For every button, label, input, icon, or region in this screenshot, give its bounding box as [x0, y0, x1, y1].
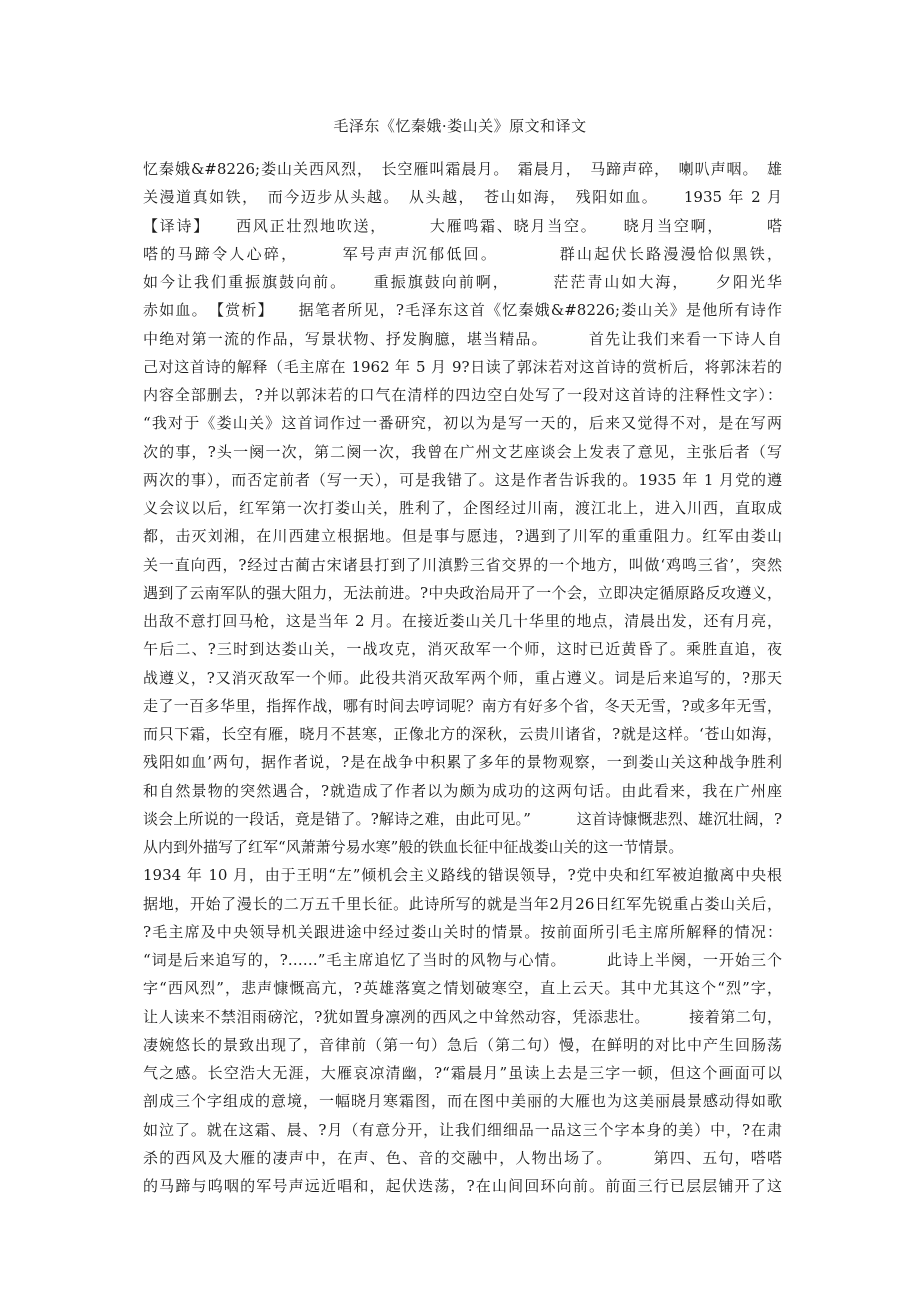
- text-line: 据地，开始了漫长的二万五千里长征。此诗所写的就是当年2月26日红军先锐重占娄山关后，: [143, 894, 782, 913]
- text-line: “词是后来追写的，?……”毛主席追忆了当时的风物与心情。 此诗上半阕，一开始三个: [143, 951, 782, 969]
- text-line: 义会议以后，红军第一次打娄山关，胜利了，企图经过川南，渡江北上，进入川西，直取成: [143, 499, 782, 517]
- text-line: 字“西风烈”，悲声慷慨高亢，?英雄落寞之情划破寒空，直上云天。其中尤其这个“烈”字，: [143, 979, 782, 998]
- document-body: [143, 155, 782, 1200]
- text-line: 两次的事），而否定前者（写一天），可是我错了。这是作者告诉我的。1935 年 1 月党的遵: [143, 470, 782, 489]
- text-line: 忆秦娥&#8226;娄山关西风烈， 长空雁叫霜晨月。 霜晨月， 马蹄声碎， 喇叭声咽。 雄: [143, 160, 782, 178]
- text-line: 谈会上所说的一段话，竟是错了。?解诗之难，由此可见。” 这首诗慷慨悲烈、雄沉壮阔，?: [143, 809, 782, 828]
- text-line: 都，击灭刘湘，在川西建立根据地。但是事与愿违，?遇到了川军的重重阻力。红军由娄山: [143, 527, 782, 546]
- text-line: 如今让我们重振旗鼓向前。 重振旗鼓向前啊， 茫茫青山如大海， 夕阳光华: [143, 273, 782, 291]
- text-line: 和自然景物的突然遇合，?就造成了作者以为颇为成功的这两句话。由此看来，我在广州座: [143, 781, 782, 800]
- text-line: 赤如血。 【赏析】 据笔者所见，?毛泽东这首《忆秦娥&#8226;娄山关》是他所有诗作: [143, 301, 782, 320]
- text-line: 残阳如血’两句，据作者说，?是在战争中积累了多年的景物观察，一到娄山关这种战争胜利: [143, 753, 782, 772]
- text-line: 而只下霜，长空有雁，晓月不甚寒，正像北方的深秋，云贵川诸省，?就是这样。‘苍山如海，: [143, 725, 782, 743]
- text-line: 关漫道真如铁， 而今迈步从头越。 从头越， 苍山如海， 残阳如血。 1935 年 2 月: [143, 188, 782, 207]
- text-line: “我对于《娄山关》这首词作过一番研究，初以为是写一天的，后来又觉得不对，是在写两: [143, 414, 782, 433]
- text-line: 己对这首诗的解释（毛主席在 1962 年 5 月 9?日读了郭沫若对这首诗的赏析后，将郭沫若的: [143, 357, 782, 376]
- document-title: 毛泽东《忆秦娥·娄山关》原文和译文: [333, 117, 587, 135]
- text-line: 内容全部删去，?并以郭沫若的口气在清样的四边空白处写了一段对这首诗的注释性文字）：: [143, 386, 782, 404]
- text-line: 杀的西风及大雁的凄声中，在声、色、音的交融中，人物出场了。 第四、五句，嗒嗒: [143, 1148, 782, 1167]
- text-line: 中绝对第一流的作品，写景状物、抒发胸臆，堪当精品。 首先让我们来看一下诗人自: [143, 329, 782, 348]
- text-line: 战遵义，?又消灭敌军一个师。此役共消灭敌军两个师，重占遵义。词是后来追写的，?那天: [143, 668, 782, 687]
- text-line: 走了一百多华里，指挥作战，哪有时间去哼词呢？南方有好多个省，冬天无雪，?或多年无雪，: [143, 696, 782, 715]
- text-line: 嗒的马蹄令人心碎， 军号声声沉郁低回。 群山起伏长路漫漫恰似黑铁，: [143, 244, 782, 263]
- text-line: 关一直向西，?经过古蔺古宋诸县打到了川滇黔三省交界的一个地方，叫做‘鸡鸣三省’，突然: [143, 555, 782, 574]
- text-line: 午后二、?三时到达娄山关，一战攻克，消灭敌军一个师，这时已近黄昏了。乘胜直追，夜: [143, 640, 782, 659]
- text-line: 的马蹄与呜咽的军号声远近唱和，起伏迭荡，?在山间回环向前。前面三行已层层铺开了这: [143, 1177, 782, 1195]
- text-line: 从内到外描写了红军“风萧萧兮易水寒”般的铁血长征中征战娄山关的这一节情景。: [143, 838, 684, 856]
- text-line: 【译诗】 西风正壮烈地吹送， 大雁鸣霜、晓月当空。 晓月当空啊， 嗒: [143, 216, 782, 235]
- text-line: 遇到了云南军队的强大阻力，无法前进。?中央政治局开了一个会，立即决定循原路反攻遵义，: [143, 583, 782, 602]
- text-line: 剖成三个字组成的意境，一幅晓月寒霜图，而在图中美丽的大雁也为这美丽晨景感动得如歌: [143, 1092, 782, 1111]
- text-line: 次的事，?头一阕一次，第二阕一次，我曾在广州文艺座谈会上发表了意见，主张后者（写: [143, 442, 782, 461]
- text-line: 1934 年 10 月，由于王明“左”倾机会主义路线的错误领导，?党中央和红军被迫撤离中央根: [143, 866, 782, 885]
- text-line: 如泣了。就在这霜、晨、?月（有意分开，让我们细细品一品这三个字本身的美）中，?在肃: [143, 1120, 782, 1139]
- text-line: 出敌不意打回马枪，这是当年 2 月。在接近娄山关几十华里的地点，清晨出发，还有月亮，: [143, 612, 782, 630]
- text-line: ?毛主席及中央领导机关跟进途中经过娄山关时的情景。按前面所引毛主席所解释的情况：: [143, 922, 782, 941]
- text-line: 凄婉悠长的景致出现了，音律前（第一句）急后（第二句）慢，在鲜明的对比中产生回肠荡: [143, 1035, 782, 1054]
- text-line: 气之感。长空浩大无涯，大雁哀凉清幽，?“霜晨月”虽读上去是三字一顿，但这个画面可以: [143, 1064, 782, 1082]
- text-line: 让人读来不禁泪雨磅沱，?犹如置身凛冽的西风之中耸然动容，凭添悲壮。 接着第二句，: [143, 1007, 782, 1026]
